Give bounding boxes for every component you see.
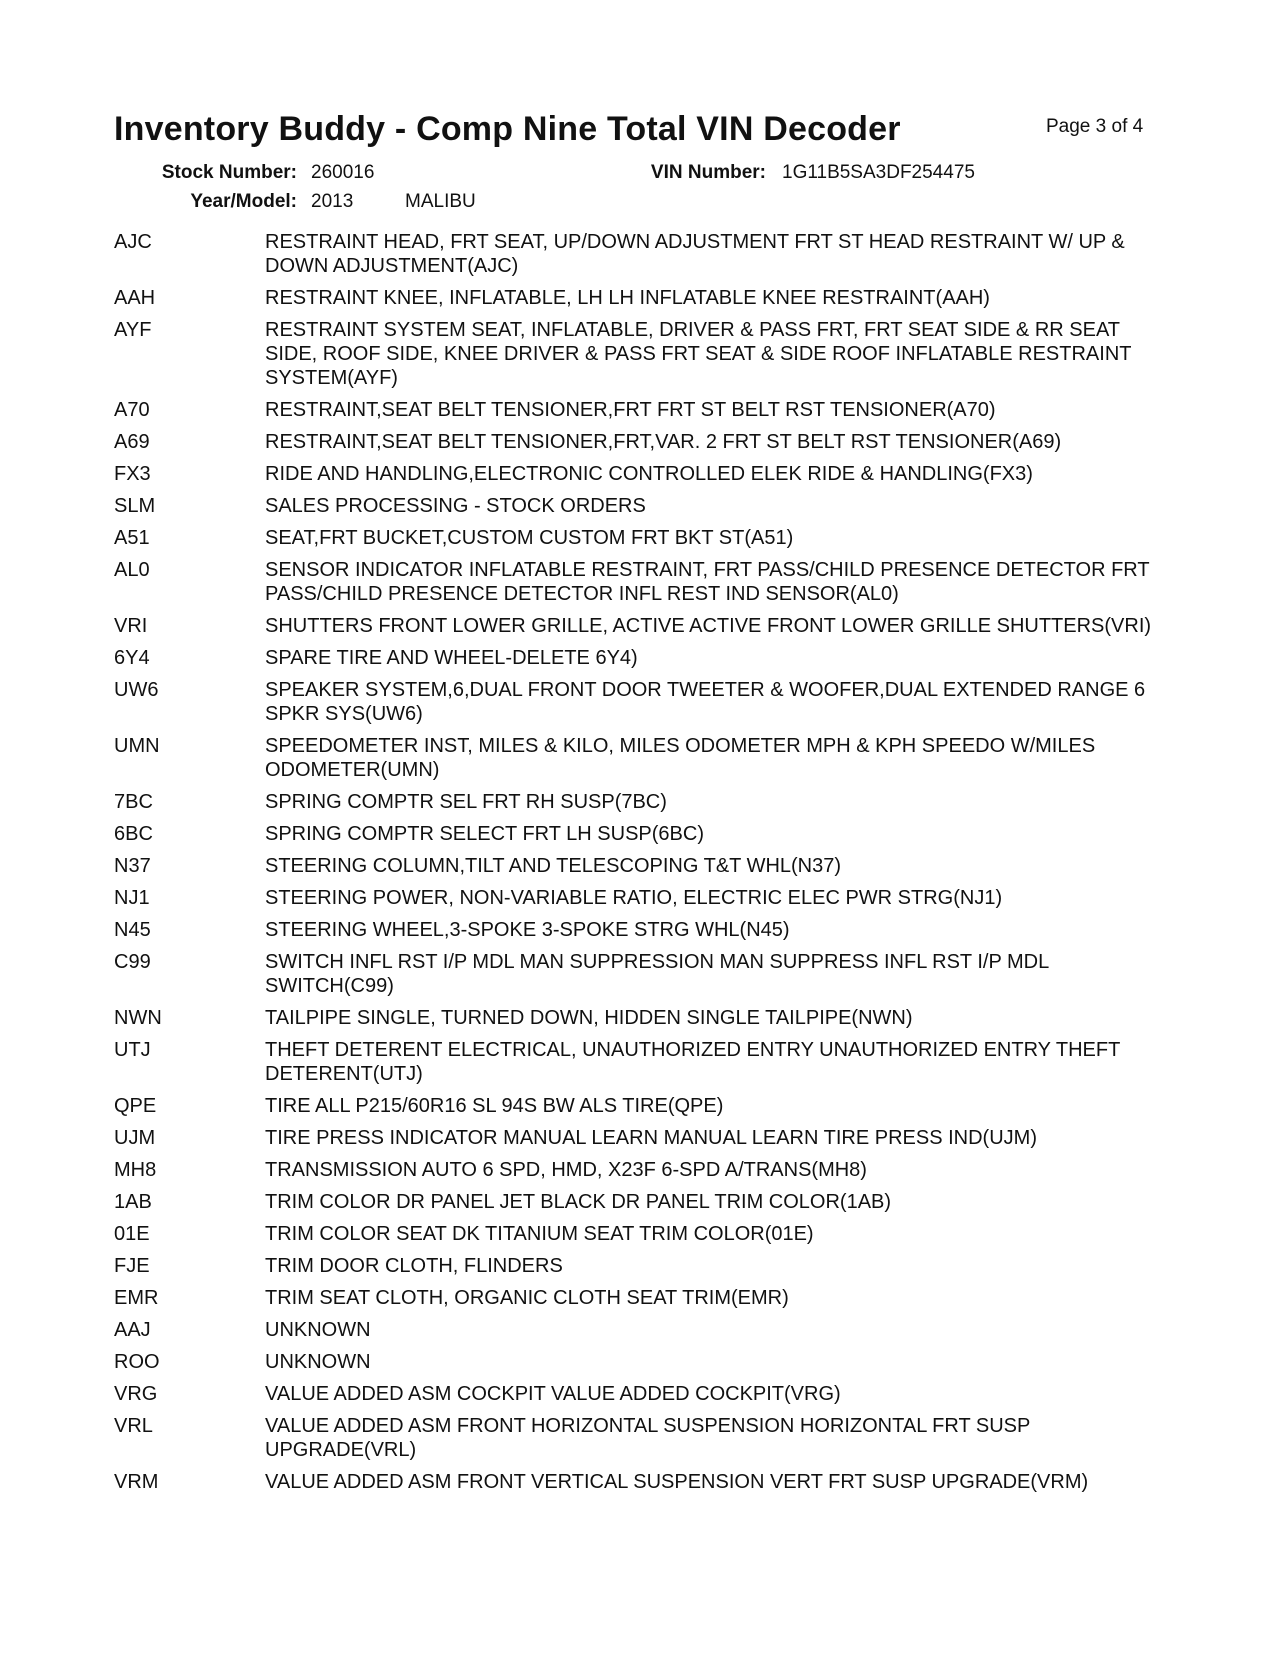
option-code: NWN <box>114 1007 162 1029</box>
option-code: QPE <box>114 1095 157 1117</box>
option-description: RESTRAINT HEAD, FRT SEAT, UP/DOWN ADJUSTMENT FRT ST HEAD RESTRAINT W/ UP & DOWN ADJUSTMENT(AJC) <box>265 231 1125 277</box>
option-code: SLM <box>114 495 156 517</box>
option-description: UNKNOWN <box>265 1351 371 1373</box>
year-model-label: Year/Model: <box>190 191 297 212</box>
option-row <box>114 318 1174 390</box>
option-code: N37 <box>114 855 151 877</box>
option-row <box>114 678 1174 726</box>
option-row <box>114 950 1174 998</box>
option-code: AAH <box>114 287 156 309</box>
option-code: A69 <box>114 431 150 453</box>
option-description: SENSOR INDICATOR INFLATABLE RESTRAINT, FRT PASS/CHILD PRESENCE DETECTOR FRT PASS/CHILD PRESENCE DETECTOR INFL REST IND SENSOR(AL0) <box>265 559 1150 605</box>
page-number: Page 3 of 4 <box>1046 116 1144 137</box>
option-code: 1AB <box>114 1191 152 1213</box>
option-row <box>114 286 1174 310</box>
option-description: SHUTTERS FRONT LOWER GRILLE, ACTIVE ACTIVE FRONT LOWER GRILLE SHUTTERS(VRI) <box>265 615 1152 637</box>
stock-number-value: 260016 <box>311 162 375 183</box>
option-code: AAJ <box>114 1319 151 1341</box>
option-code: AYF <box>114 319 152 341</box>
option-row <box>114 822 1174 846</box>
option-code: FJE <box>114 1255 150 1277</box>
option-description: VALUE ADDED ASM FRONT VERTICAL SUSPENSION VERT FRT SUSP UPGRADE(VRM) <box>265 1471 1089 1493</box>
option-description: SPRING COMPTR SELECT FRT LH SUSP(6BC) <box>265 823 704 845</box>
option-description: RESTRAINT KNEE, INFLATABLE, LH LH INFLATABLE KNEE RESTRAINT(AAH) <box>265 287 990 309</box>
option-row <box>114 886 1174 910</box>
option-code: 01E <box>114 1223 150 1245</box>
option-description: UNKNOWN <box>265 1319 371 1341</box>
option-row <box>114 1038 1174 1086</box>
option-description: VALUE ADDED ASM FRONT HORIZONTAL SUSPENSION HORIZONTAL FRT SUSP UPGRADE(VRL) <box>265 1415 1030 1461</box>
option-description: STEERING WHEEL,3-SPOKE 3-SPOKE STRG WHL(N45) <box>265 919 790 941</box>
vin-value: 1G11B5SA3DF254475 <box>782 162 975 183</box>
option-description: SPEAKER SYSTEM,6,DUAL FRONT DOOR TWEETER & WOOFER,DUAL EXTENDED RANGE 6 SPKR SYS(UW6) <box>265 679 1146 725</box>
vin-label: VIN Number: <box>650 162 766 183</box>
year-value: 2013 <box>311 191 354 212</box>
option-row <box>114 854 1174 878</box>
option-code: VRL <box>114 1415 153 1437</box>
option-code: EMR <box>114 1287 159 1309</box>
option-code: VRG <box>114 1383 158 1405</box>
option-row <box>114 1158 1174 1182</box>
option-code: NJ1 <box>114 887 150 909</box>
option-description: STEERING COLUMN,TILT AND TELESCOPING T&T WHL(N37) <box>265 855 842 877</box>
option-description: TRIM SEAT CLOTH, ORGANIC CLOTH SEAT TRIM(EMR) <box>265 1287 789 1309</box>
option-row <box>114 1254 1174 1278</box>
option-code: UW6 <box>114 679 159 701</box>
option-code: C99 <box>114 951 151 973</box>
option-code: AJC <box>114 231 152 253</box>
option-row <box>114 526 1174 550</box>
option-row <box>114 1350 1174 1374</box>
option-description: TRIM DOOR CLOTH, FLINDERS <box>265 1255 563 1277</box>
option-description: TRIM COLOR DR PANEL JET BLACK DR PANEL TRIM COLOR(1AB) <box>265 1191 892 1213</box>
option-row <box>114 1318 1174 1342</box>
option-code: 6BC <box>114 823 153 845</box>
option-row <box>114 430 1174 454</box>
option-code: VRM <box>114 1471 159 1493</box>
option-description: TRANSMISSION AUTO 6 SPD, HMD, X23F 6-SPD A/TRANS(MH8) <box>265 1159 867 1181</box>
option-code: FX3 <box>114 463 151 485</box>
option-row <box>114 1470 1174 1494</box>
option-description: STEERING POWER, NON-VARIABLE RATIO, ELECTRIC ELEC PWR STRG(NJ1) <box>265 887 1003 909</box>
option-row <box>114 918 1174 942</box>
option-description: RIDE AND HANDLING,ELECTRONIC CONTROLLED ELEK RIDE & HANDLING(FX3) <box>265 463 1033 485</box>
option-code: AL0 <box>114 559 150 581</box>
option-description: SEAT,FRT BUCKET,CUSTOM CUSTOM FRT BKT ST(A51) <box>265 527 794 549</box>
option-row <box>114 1094 1174 1118</box>
option-row <box>114 790 1174 814</box>
option-row <box>114 230 1174 278</box>
option-row <box>114 734 1174 782</box>
option-description: RESTRAINT SYSTEM SEAT, INFLATABLE, DRIVER & PASS FRT, FRT SEAT SIDE & RR SEAT SIDE, ROOF SIDE, KNEE DRIVER & PASS FRT SEAT & SIDE ROOF INFLATABLE RESTRAINT SYSTEM(AYF) <box>265 319 1132 389</box>
option-row <box>114 462 1174 486</box>
option-row <box>114 1414 1174 1462</box>
option-row <box>114 1126 1174 1150</box>
option-description: VALUE ADDED ASM COCKPIT VALUE ADDED COCKPIT(VRG) <box>265 1383 841 1405</box>
option-row <box>114 1190 1174 1214</box>
stock-number-label: Stock Number: <box>161 162 297 183</box>
option-code: VRI <box>114 615 148 637</box>
option-code: N45 <box>114 919 151 941</box>
option-code: A51 <box>114 527 150 549</box>
option-row <box>114 494 1174 518</box>
option-code: UMN <box>114 735 160 757</box>
option-description: RESTRAINT,SEAT BELT TENSIONER,FRT FRT ST BELT RST TENSIONER(A70) <box>265 399 996 421</box>
option-code: ROO <box>114 1351 160 1373</box>
option-description: RESTRAINT,SEAT BELT TENSIONER,FRT,VAR. 2 FRT ST BELT RST TENSIONER(A69) <box>265 431 1062 453</box>
model-value: MALIBU <box>405 191 476 212</box>
option-code-list <box>114 230 1174 1502</box>
option-description: SPRING COMPTR SEL FRT RH SUSP(7BC) <box>265 791 667 813</box>
option-description: TIRE ALL P215/60R16 SL 94S BW ALS TIRE(QPE) <box>265 1095 724 1117</box>
option-code: MH8 <box>114 1159 157 1181</box>
option-row <box>114 558 1174 606</box>
option-description: TIRE PRESS INDICATOR MANUAL LEARN MANUAL LEARN TIRE PRESS IND(UJM) <box>265 1127 1037 1149</box>
option-row <box>114 646 1174 670</box>
option-description: THEFT DETERENT ELECTRICAL, UNAUTHORIZED ENTRY UNAUTHORIZED ENTRY THEFT DETERENT(UTJ) <box>265 1039 1120 1085</box>
option-code: UJM <box>114 1127 156 1149</box>
option-code: A70 <box>114 399 150 421</box>
option-row <box>114 614 1174 638</box>
option-description: SPARE TIRE AND WHEEL-DELETE 6Y4) <box>265 647 638 669</box>
option-row <box>114 1286 1174 1310</box>
option-code: UTJ <box>114 1039 151 1061</box>
option-code: 7BC <box>114 791 153 813</box>
option-row <box>114 1222 1174 1246</box>
option-description: TRIM COLOR SEAT DK TITANIUM SEAT TRIM COLOR(01E) <box>265 1223 814 1245</box>
option-code: 6Y4 <box>114 647 150 669</box>
option-row <box>114 1382 1174 1406</box>
option-row <box>114 398 1174 422</box>
option-description: SALES PROCESSING - STOCK ORDERS <box>265 495 646 517</box>
option-row <box>114 1006 1174 1030</box>
option-description: SWITCH INFL RST I/P MDL MAN SUPPRESSION MAN SUPPRESS INFL RST I/P MDL SWITCH(C99) <box>265 951 1049 997</box>
option-description: TAILPIPE SINGLE, TURNED DOWN, HIDDEN SINGLE TAILPIPE(NWN) <box>265 1007 913 1029</box>
document-title: Inventory Buddy - Comp Nine Total VIN Decoder <box>114 110 901 148</box>
option-description: SPEEDOMETER INST, MILES & KILO, MILES ODOMETER MPH & KPH SPEEDO W/MILES ODOMETER(UMN) <box>265 735 1096 781</box>
